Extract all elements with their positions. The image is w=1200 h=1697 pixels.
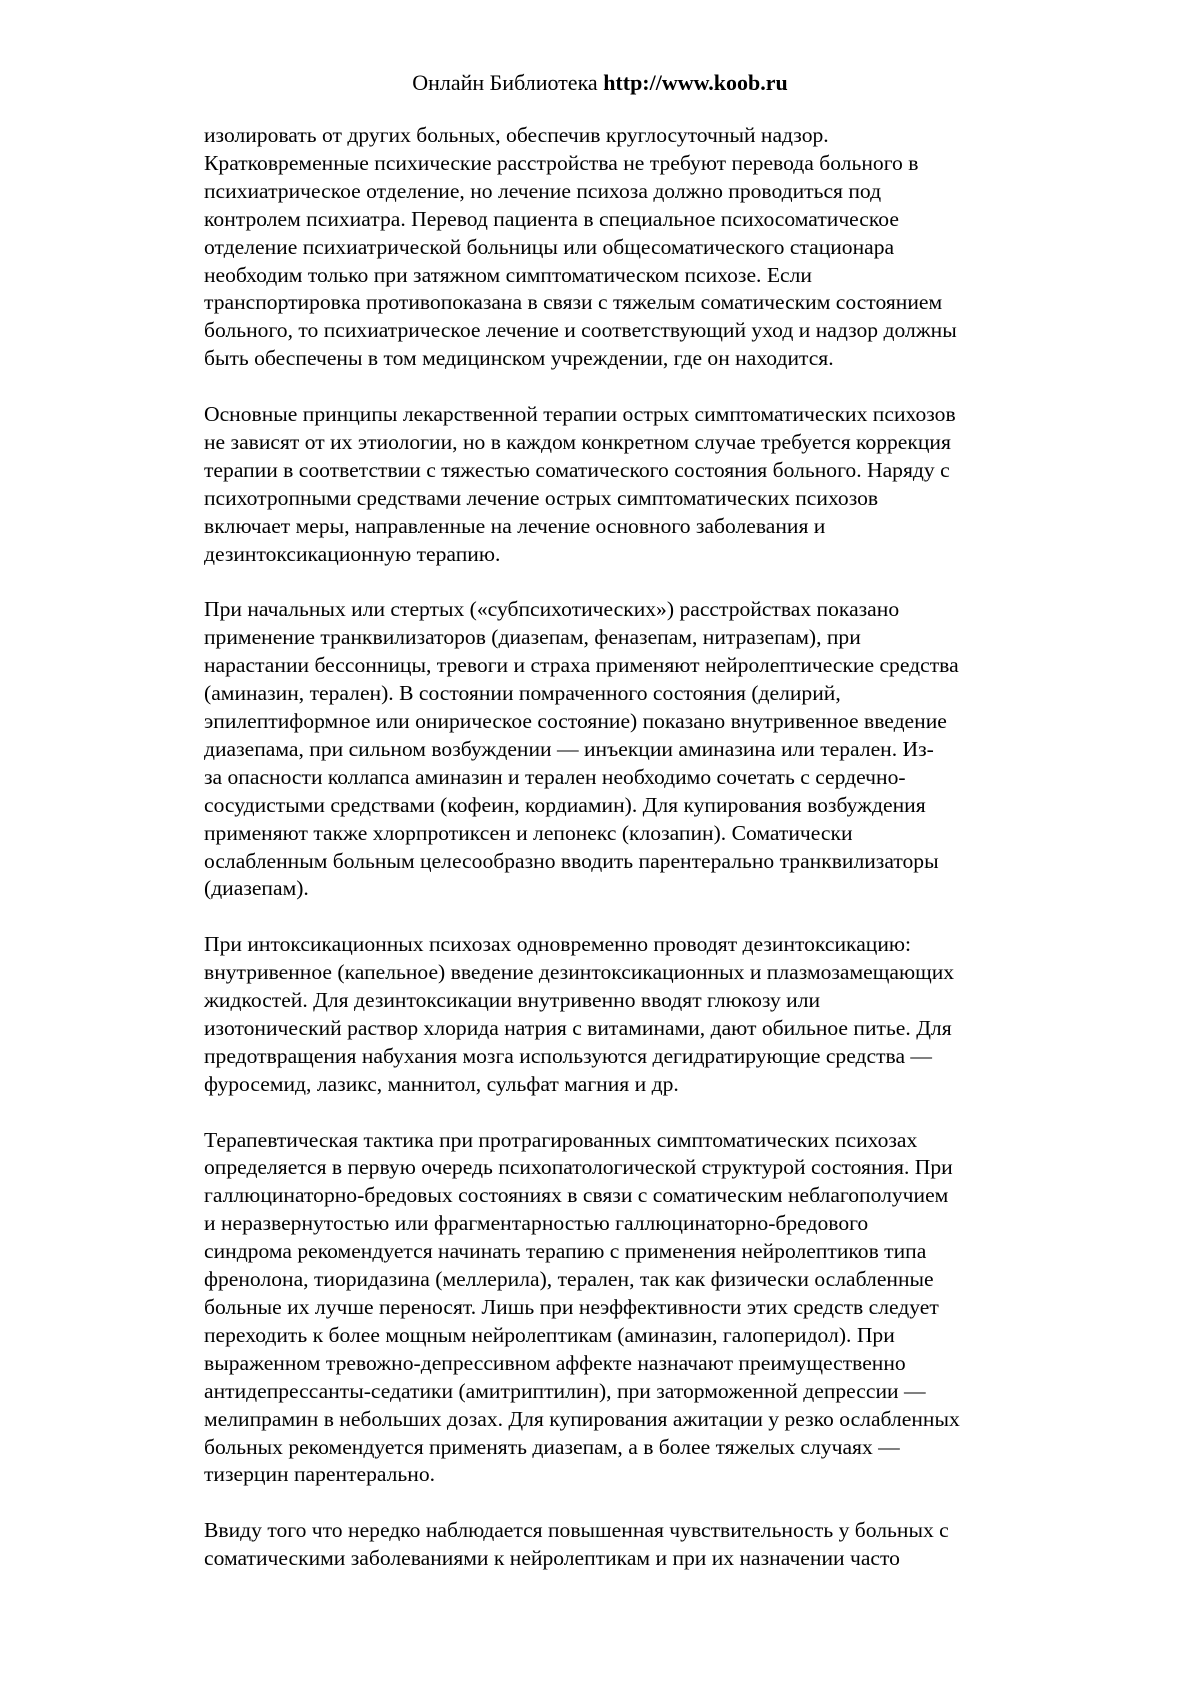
header-prefix: Онлайн Библиотека: [412, 70, 604, 95]
text-line: психотропными средствами лечение острых симптоматических психозов: [204, 485, 879, 510]
paragraph-neuroleptic-sensitivity: [204, 1517, 1064, 1573]
page-header: [0, 70, 1200, 96]
text-line: психиатрическое отделение, но лечение психоза должно проводиться под: [204, 178, 882, 203]
text-line: применяют также хлорпротиксен и лепонекс (клозапин). Соматически: [204, 820, 853, 845]
text-line: дезинтоксикационную терапию.: [204, 541, 501, 566]
text-line: необходим только при затяжном симптоматическом психозе. Если: [204, 262, 812, 287]
text-line: выраженном тревожно-депрессивном аффекте назначают преимущественно: [204, 1350, 906, 1375]
text-line: мелипрамин в небольших дозах. Для купирования ажитации у резко ослабленных: [204, 1406, 960, 1431]
text-line: контролем психиатра. Перевод пациента в специальное психосоматическое: [204, 206, 899, 231]
text-line: применение транквилизаторов (диазепам, феназепам, нитразепам), при: [204, 625, 861, 650]
text-line: больного, то психиатрическое лечение и соответствующий уход и надзор должны: [204, 318, 957, 343]
text-line: внутривенное (капельное) введение дезинтоксикационных и плазмозамещающих: [204, 960, 955, 985]
text-line: соматическими заболеваниями к нейролептикам и при их назначении часто: [204, 1546, 900, 1571]
text-line: антидепрессанты-седатики (амитриптилин), при заторможенной депрессии —: [204, 1378, 926, 1403]
text-line: (аминазин, терален). В состоянии помраченного состояния (делирий,: [204, 681, 841, 706]
text-line: галлюцинаторно-бредовых состояниях в связи с соматическим неблагополучием: [204, 1183, 949, 1208]
text-line: фуросемид, лазикс, маннитол, сульфат магния и др.: [204, 1071, 679, 1096]
text-line: синдрома рекомендуется начинать терапию с применения нейролептиков типа: [204, 1239, 927, 1264]
text-line: нарастании бессонницы, тревоги и страха применяют нейролептические средства: [204, 653, 959, 678]
text-line: за опасности коллапса аминазин и терален необходимо сочетать с сердечно-: [204, 764, 906, 789]
text-line: включает меры, направленные на лечение основного заболевания и: [204, 513, 826, 538]
paragraph-subpsychotic-treatment: [204, 596, 1064, 903]
text-line: больных рекомендуется применять диазепам, а в более тяжелых случаях —: [204, 1434, 900, 1459]
body-text: [204, 122, 1064, 1601]
text-line: отделение психиатрической больницы или общесоматического стационара: [204, 234, 895, 259]
text-line: терапии в соответствии с тяжестью соматического состояния больного. Наряду с: [204, 457, 950, 482]
text-line: и неразвернутостью или фрагментарностью галлюцинаторно-бредового: [204, 1211, 869, 1236]
paragraph-protracted-psychoses: [204, 1127, 1064, 1490]
text-line: быть обеспечены в том медицинском учреждении, где он находится.: [204, 346, 834, 371]
text-line: не зависят от их этиологии, но в каждом конкретном случае требуется коррекция: [204, 429, 951, 454]
text-line: транспортировка противопоказана в связи с тяжелым соматическим состоянием: [204, 290, 943, 315]
text-line: изолировать от других больных, обеспечив круглосуточный надзор.: [204, 123, 829, 147]
text-line: тизерцин парентерально.: [204, 1462, 436, 1487]
text-line: эпилептиформное или онирическое состояние) показано внутривенное введение: [204, 709, 947, 733]
paragraph-detoxification: [204, 931, 1064, 1098]
paragraph-drug-therapy-principles: [204, 401, 1064, 568]
text-line: Терапевтическая тактика при протрагированных симптоматических психозах: [204, 1127, 918, 1152]
text-line: предотвращения набухания мозга используются дегидратирующие средства —: [204, 1043, 933, 1068]
text-line: переходить к более мощным нейролептикам (аминазин, галоперидол). При: [204, 1322, 895, 1347]
text-line: Ввиду того что нередко наблюдается повышенная чувствительность у больных с: [204, 1518, 949, 1543]
paragraph-hospitalization: [204, 122, 1064, 373]
text-line: изотонический раствор хлорида натрия с витаминами, дают обильное питье. Для: [204, 1015, 952, 1040]
site-url-link[interactable]: http://www.koob.ru: [603, 70, 788, 95]
text-line: ослабленным больным целесообразно вводить парентерально транквилизаторы: [204, 848, 939, 873]
text-line: Кратковременные психические расстройства не требуют перевода больного в: [204, 150, 919, 175]
text-line: При начальных или стертых («субпсихотических») расстройствах показано: [204, 597, 900, 622]
text-line: больные их лучше переносят. Лишь при неэффективности этих средств следует: [204, 1295, 939, 1319]
text-line: Основные принципы лекарственной терапии острых симптоматических психозов: [204, 402, 956, 427]
text-line: френолона, тиоридазина (меллерила), терален, так как физически ослабленные: [204, 1267, 934, 1292]
text-line: диазепама, при сильном возбуждении — инъекции аминазина или терален. Из-: [204, 736, 934, 761]
text-line: (диазепам).: [204, 876, 309, 901]
text-line: сосудистыми средствами (кофеин, кордиамин). Для купирования возбуждения: [204, 792, 926, 817]
text-line: определяется в первую очередь психопатологической структурой состояния. При: [204, 1155, 953, 1180]
text-line: жидкостей. Для дезинтоксикации внутривенно вводят глюкозу или: [204, 988, 821, 1013]
text-line: При интоксикационных психозах одновременно проводят дезинтоксикацию:: [204, 932, 912, 957]
